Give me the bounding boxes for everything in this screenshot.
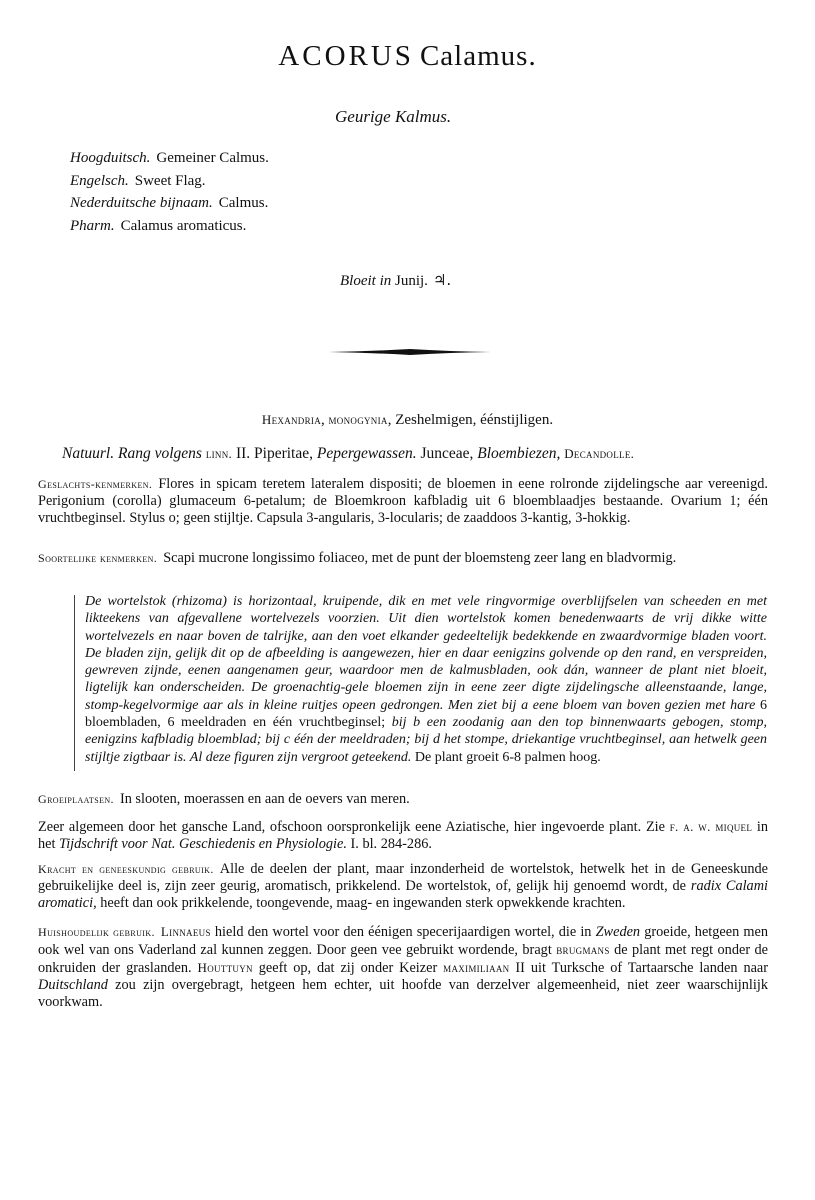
vernacular-names bbox=[70, 147, 269, 237]
name-language: Engelsch. bbox=[70, 172, 129, 189]
name-row bbox=[70, 215, 269, 238]
ornamental-divider bbox=[329, 348, 491, 356]
name-value: Gemeiner Calmus. bbox=[156, 150, 269, 166]
author-decandolle: Decandolle. bbox=[564, 446, 635, 461]
description-height: De plant groeit 6-8 palmen hoog. bbox=[414, 749, 601, 765]
name-language: Pharm. bbox=[70, 217, 115, 234]
author-houttuyn: Houttuyn bbox=[197, 960, 253, 975]
class-name: Hexandria bbox=[261, 412, 321, 427]
medicinal-text: Alle de deelen der plant, maar inzonderheid de wortelstok, hetwelk het in de Geneeskunde gebruikelijke deel is, zijn zeer geurig, aromatisch, prikkelend. De wortelstok, of, gelijk hij genoemd wordt, de bbox=[38, 861, 768, 894]
name-value: Sweet Flag. bbox=[134, 172, 206, 189]
section-label: Soortelijke kenmerken. bbox=[38, 551, 158, 565]
rank-bloembiezen: Bloembiezen, bbox=[477, 445, 561, 462]
distribution-in: in het bbox=[38, 819, 768, 852]
name-value: Calamus aromaticus. bbox=[120, 217, 247, 234]
description-figures: bij b een zoodanig aan den top binnenwaarts gebogen, stomp, eenigzins kafbladig bloemblad; bij c één der meeldraden; bij d het stompe, driekantige vruchtbeginsel, aan hetwelk geen stijltje zigtbaar is. Al deze figuren zijn vergroot geteekend. bbox=[85, 715, 768, 765]
section-label: Kracht en geneeskundig gebruik. bbox=[38, 862, 214, 876]
rank-label: Natuurl. Rang volgens bbox=[62, 445, 202, 462]
rank-piperitae: II. Piperitae, bbox=[235, 445, 313, 462]
order-name: monogynia bbox=[328, 412, 388, 427]
name-row bbox=[70, 192, 269, 215]
section-text: Scapi mucrone longissimo foliaceo, met de punt der bloemsteng zeer lang en bladvormig. bbox=[163, 550, 677, 566]
household-text: geeft op, dat zij onder Keizer bbox=[258, 960, 438, 976]
name-value: Calmus. bbox=[218, 195, 269, 211]
margin-rule bbox=[74, 595, 75, 771]
medicinal-text-end: heeft dan ook prikkelende, toongevende, maag- en ingewanden sterk opwekkende krachten. bbox=[100, 895, 626, 911]
section-label: Huishoudelijk gebruik. bbox=[38, 925, 155, 939]
name-row bbox=[70, 170, 269, 193]
bloom-month: Junij. bbox=[395, 273, 428, 289]
place-zweden: Zweden bbox=[595, 924, 641, 940]
section-label: Groeiplaatsen. bbox=[38, 792, 114, 806]
habitat bbox=[38, 791, 768, 808]
species-name: Calamus. bbox=[419, 40, 537, 72]
natural-rank bbox=[62, 445, 634, 463]
description-petals: 6 bloembladen, bbox=[85, 697, 767, 731]
rank-pepergewassen: Pepergewassen. bbox=[316, 445, 417, 462]
household-text: zou zijn overgebragt, hetgeen hem echter, uit hoofde van derzelver algemeenheid, niet zeer waarschijnlijk voorkwam. bbox=[38, 977, 768, 1010]
name-language: Nederduitsche bijnaam. bbox=[70, 195, 213, 211]
author-brugmans: brugmans bbox=[556, 942, 610, 957]
household-text: de plant met regt onder de onkruiden der graslanden. bbox=[38, 942, 769, 976]
household-use bbox=[38, 923, 768, 1011]
household-text: groeide, hetgeen men ook wel van ons Vaderland zal kunnen zeggen. Door geen vee gebruikt wordende, bragt bbox=[38, 924, 769, 958]
genus-characters bbox=[38, 476, 768, 527]
section-text: Flores in spicam teretem lateralem dispositi; de bloemen in eene rolronde zijdelingsche aar vereenigd. Perigonium (corolla) glumaceum 6-petalum; de Bloemkroon kafbladig uit 6 bloemblaadjes bestaande. Ovarium 1; één vruchtbeginsel. Stylus o; geen stijltje. Capsula 3-angularis, 3-locularis; de zaaddoos 3-kantig, 3-hokkig. bbox=[38, 476, 768, 526]
journal-title: Tijdschrift voor Nat. Geschiedenis en Physiologie. bbox=[59, 836, 347, 852]
dutch-common-name: Geurige Kalmus. bbox=[335, 107, 452, 126]
household-text: hield den wortel voor den éénigen specerijaardigen wortel, die in bbox=[214, 924, 592, 940]
class-dutch: Zeshelmigen, éénstijligen. bbox=[395, 412, 554, 428]
medicinal-use bbox=[38, 861, 768, 912]
author-linnaeus: Linnaeus bbox=[160, 924, 211, 939]
perennial-symbol: ♃. bbox=[432, 271, 452, 289]
rank-junceae: Junceae, bbox=[420, 445, 474, 462]
author-linn: linn. bbox=[205, 446, 233, 461]
section-label: Geslachts-kenmerken. bbox=[38, 477, 153, 491]
linnaean-class: Hexandria, monogynia, Zeshelmigen, éénstijligen. bbox=[261, 412, 554, 428]
name-row bbox=[70, 147, 269, 170]
distribution bbox=[38, 818, 768, 853]
bloom-period bbox=[340, 271, 451, 290]
genus-name: ACORUS bbox=[278, 40, 414, 72]
species-characters bbox=[38, 550, 768, 567]
name-language: Hoogduitsch. bbox=[70, 150, 151, 166]
radix-name: radix Calami aromatici, bbox=[38, 878, 769, 911]
plant-description bbox=[85, 593, 767, 766]
place-duitschland: Duitschland bbox=[38, 977, 108, 993]
author-miquel: f. a. w. miquel bbox=[669, 819, 753, 834]
distribution-text: Zeer algemeen door het gansche Land, ofschoon oorspronkelijk eene Aziatische, hier ingevoerde plant. Zie bbox=[38, 819, 665, 835]
description-stamens: 6 meeldraden en één vruchtbeginsel; bbox=[167, 715, 386, 731]
page-title bbox=[0, 40, 815, 73]
journal-reference: I. bl. 284-286. bbox=[350, 836, 432, 852]
section-text: In slooten, moerassen en aan de oevers van meren. bbox=[119, 791, 410, 807]
household-text: II uit Turksche of Tartaarsche landen naar bbox=[515, 960, 769, 976]
emperor-maximiliaan: maximiliaan bbox=[443, 960, 510, 975]
bloom-label: Bloeit in bbox=[340, 273, 392, 289]
description-text: De wortelstok (rhizoma) is horizontaal, kruipende, dik en met vele ringvormige overblijfselen van scheeden en met likteekens van afgevallene wortelvezels voorzien. Uit dien wortelstok komen benedenwaarts de vrij dikke witte wortelvezels en naar boven de talrijke, aan den voet elkander gedeeltelijk bedekkende en zwaardvormige bladen voort. De bladen zijn, gelijk dit op de afbeelding is aangewezen, hier en daar eenigzins golvende op den rand, en verspreiden, gewreven zijnde, eenen aangenamen geur, waardoor men de kalmusbladen, ook dán, wanneer de plant niet bloeit, ligtelijk kan onderscheiden. De groenachtig-gele bloemen zijn in eene zeer digte zijdelingsche alleenstaande, lange, stomp-kegelvormige aar als in kleine ruitjes opeen gedrongen. Men ziet bij a eene bloem van boven gezien met hare bbox=[85, 594, 767, 713]
